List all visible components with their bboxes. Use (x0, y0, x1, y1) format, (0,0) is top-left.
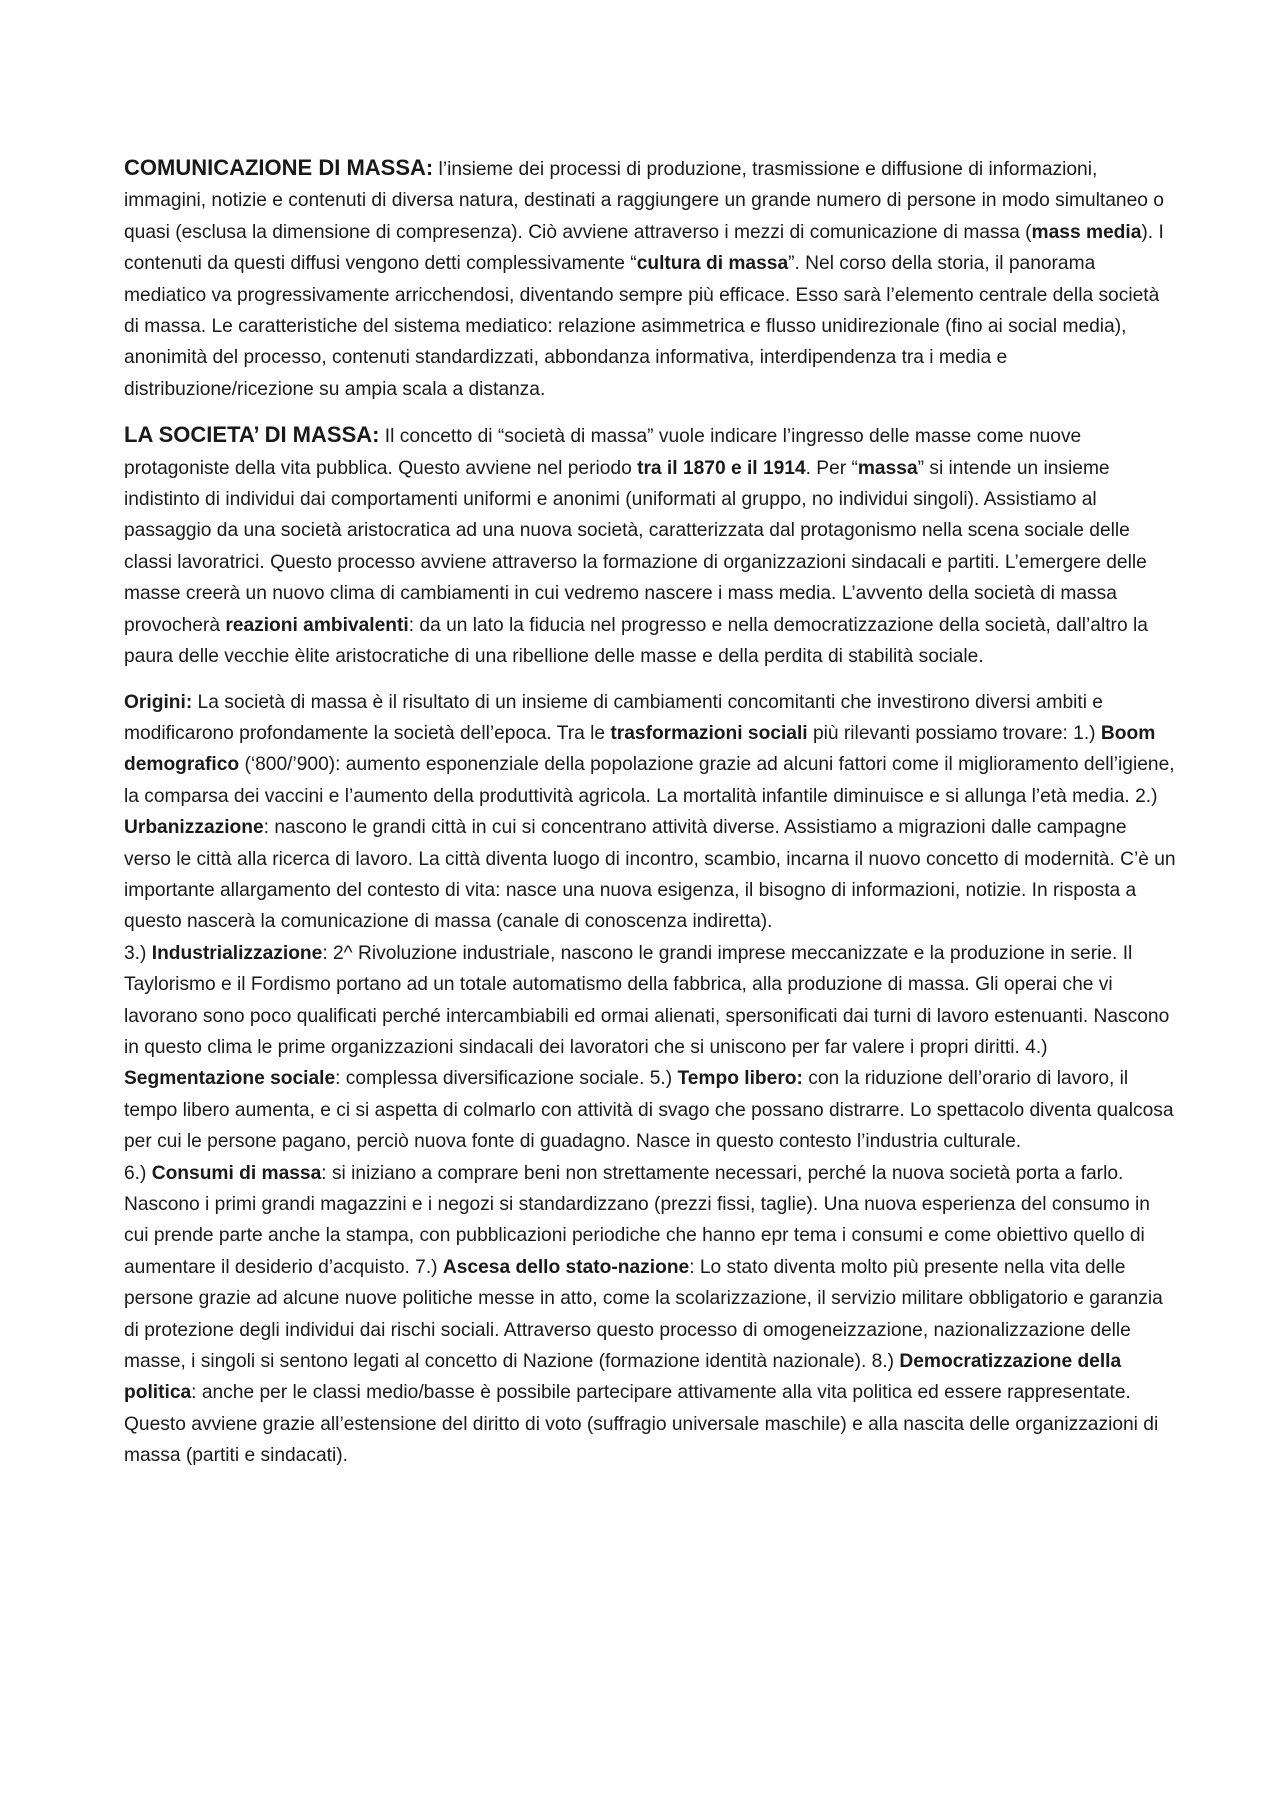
body-text: : da un lato la fiducia nel progresso e nella democratizzazione della società, dall’altro la paura delle vecchie èlite aristocratiche di una ribellione delle masse e della perdita di stabilità sociale. (124, 614, 1148, 668)
body-text: : Lo stato diventa molto più presente nella vita delle persone grazie ad alcune nuove politiche messe in atto, come la scolarizzazione, il servizio militare obbligatorio e garanzia di protezione degli individui dai rischi sociali. Attraverso questo processo di omogeneizzazione, nazionalizzazione delle masse, i singoli si sentono legati al concetto di Nazione (formazione identità nazionale). 8.) (124, 1256, 1163, 1373)
bold-term: tra il 1870 e il 1914 (637, 457, 806, 479)
body-text: ” si intende un insieme indistinto di individui dai comportamenti uniformi e anonimi (uniformati al gruppo, no individui singoli). Assistiamo al passaggio da una società aristocratica ad una nuova società, caratterizzata dal protagonismo nella scena sociale delle classi lavoratrici. Questo processo avviene attraverso la formazione di organizzazioni sindacali e partiti. L’emergere delle masse creerà un nuovo clima di cambiamenti in cui vedremo nascere i mass media. L’avvento della società di massa provocherà (124, 457, 1147, 636)
section-heading: COMUNICAZIONE DI MASSA: (124, 155, 434, 180)
bold-term: trasformazioni sociali (610, 722, 808, 744)
body-text: l’insieme dei processi di produzione, trasmissione e diffusione di informazioni, immagini, notizie e contenuti di diversa natura, destinati a raggiungere un grande numero di persone in modo simultaneo o quasi (esclusa la dimensione di compresenza). Ciò avviene attraverso i mezzi di comunicazione di massa ( (124, 159, 1164, 243)
body-text: : si iniziano a comprare beni non strettamente necessari, perché la nuova società porta a farlo. Nascono i primi grandi magazzini e i negozi si standardizzano (prezzi fissi, taglie). Una nuova esperienza del consumo in cui prende parte anche la stampa, con pubblicazioni periodiche che hanno epr tema i consumi e come obiettivo quello di aumentare il desiderio d’acquisto. 7.) (124, 1162, 1150, 1278)
body-text: . Per “ (805, 457, 858, 479)
body-text: La società di massa è il risultato di un insieme di cambiamenti concomitanti che investirono diversi ambiti e modificarono profondamente la società dell’epoca. Tra le (124, 691, 1103, 744)
bold-term: Industrializzazione (151, 942, 323, 964)
bold-term: Origini: (124, 691, 193, 713)
bold-term: Segmentazione sociale (124, 1068, 336, 1090)
body-text: più rilevanti possiamo trovare: 1.) (807, 722, 1101, 744)
body-text: : anche per le classi medio/basse è possibile partecipare attivamente alla vita politica ed essere rappresentate. Questo avviene grazie all’estensione del diritto di voto (suffragio universale maschile) e alla nascita delle organizzazioni di massa (partiti e sindacati). (124, 1382, 1159, 1467)
paragraph-origini (124, 687, 1176, 1472)
bold-term: Consumi di massa (151, 1162, 322, 1184)
document-page (124, 152, 1176, 1486)
body-text: 3.) (124, 942, 152, 964)
bold-term: Tempo libero: (677, 1068, 803, 1090)
paragraph-comunicazione-di-massa (124, 152, 1176, 405)
bold-term: reazioni ambivalenti (225, 614, 409, 636)
body-text: con la riduzione dell’orario di lavoro, il tempo libero aumenta, e ci si aspetta di colmarlo con attività di svago che possano distrarre. Lo spettacolo diventa qualcosa per cui le persone pagano, perciò nuova fonte di guadagno. Nasce in questo contesto l’industria culturale. (124, 1068, 1174, 1153)
bold-term: Urbanizzazione (124, 817, 264, 839)
body-text: (‘800/’900): aumento esponenziale della popolazione grazie ad alcuni fattori come il miglioramento dell’igiene, la comparsa dei vaccini e l’aumento della produttività agricola. La mortalità infantile diminuisce e si allunga l’età media. 2.) (124, 754, 1175, 807)
body-text: 6.) (124, 1162, 152, 1184)
bold-term: mass media (1031, 221, 1142, 243)
section-heading: LA SOCIETA’ DI MASSA: (124, 422, 380, 448)
body-text: : nascono le grandi città in cui si concentrano attività diverse. Assistiamo a migrazioni dalle campagne verso le città alla ricerca di lavoro. La città diventa luogo di incontro, scambio, incarna il nuovo concetto di modernità. C’è un importante allargamento del contesto di vita: nasce una nuova esigenza, il bisogno di informazioni, notizie. In risposta a questo nascerà la comunicazione di massa (canale di conoscenza indiretta). (124, 817, 1176, 933)
bold-term: Boom demografico (124, 722, 1156, 776)
body-text: ). I contenuti da questi diffusi vengono detti complessivamente “ (124, 221, 1164, 275)
body-text: : complessa diversificazione sociale. 5.) (335, 1068, 678, 1090)
bold-term: massa (857, 457, 918, 479)
body-text: Il concetto di “società di massa” vuole indicare l’ingresso delle masse come nuove protagoniste della vita pubblica. Questo avviene nel periodo (124, 426, 1082, 479)
bold-term: cultura di massa (636, 253, 789, 275)
bold-term: Democratizzazione della politica (124, 1351, 1122, 1404)
bold-term: Ascesa dello stato-nazione (442, 1256, 690, 1278)
paragraph-societa-di-massa (124, 419, 1176, 672)
body-text: ”. Nel corso della storia, il panorama mediatico va progressivamente arricchendosi, diventando sempre più efficace. Esso sarà l’elemento centrale della società di massa. Le caratteristiche del sistema mediatico: relazione asimmetrica e flusso unidirezionale (fino ai social media), anonimità del processo, contenuti standardizzati, abbondanza informativa, interdipendenza tra i media e distribuzione/ricezione su ampia scala a distanza. (124, 253, 1160, 400)
body-text: : 2^ Rivoluzione industriale, nascono le grandi imprese meccanizzate e la produzione in serie. Il Taylorismo e il Fordismo portano ad un totale automatismo della fabbrica, alla produzione di massa. Gli operai che vi lavorano sono poco qualificati perché intercambiabili ed ormai alienati, spersonificati dai turni di lavoro estenuanti. Nascono in questo clima le prime organizzazioni sindacali dei lavoratori che si uniscono per far valere i propri diritti. 4.) (124, 942, 1170, 1058)
